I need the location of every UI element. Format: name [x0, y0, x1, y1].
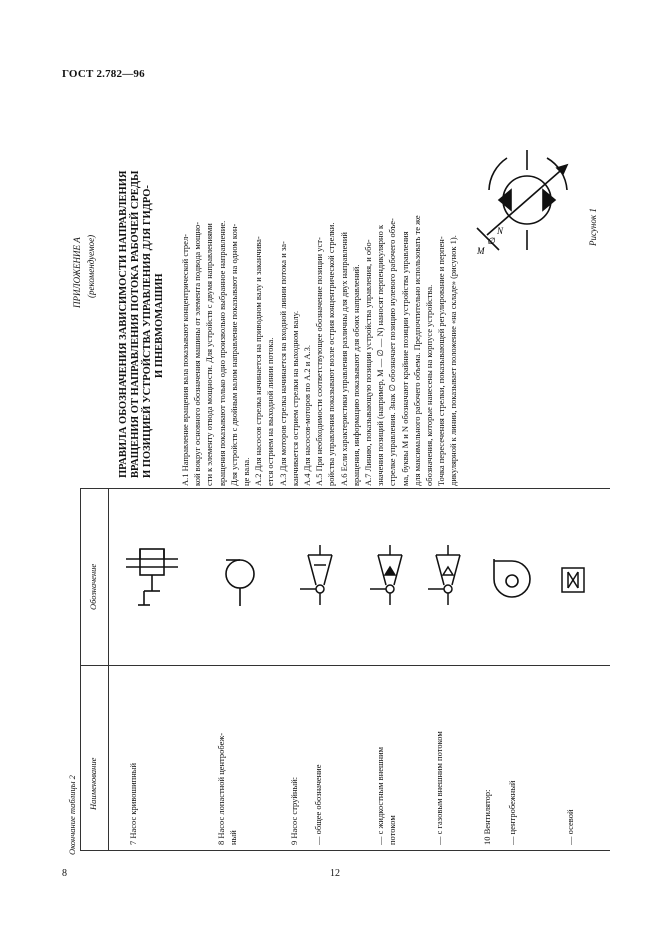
appendix-body-line: А.6 Если характеристики управления различны для двух направлений: [338, 232, 349, 486]
table-row-name-cont: ный: [228, 830, 238, 845]
table-row-name: — общее обозначение: [313, 764, 323, 845]
table-row-name-cont: потоком: [387, 815, 397, 845]
appendix-body-line: канчивается острием стрелки на выходном валу.: [289, 310, 300, 486]
figure-label-zero: ∅: [487, 236, 495, 246]
appendix-body-line: А.3 Для моторов стрелка начинается на входной линии потока и за-: [277, 241, 288, 486]
table-border-bottom: [80, 850, 610, 851]
document-code-header: ГОСТ 2.782—96: [62, 68, 145, 80]
appendix-body-line: це вала.: [241, 457, 251, 486]
jet-pump-gas-symbol: [428, 545, 468, 605]
figure-label-m: M: [477, 246, 485, 256]
table-row-name: 7 Насос кривошипный: [128, 762, 138, 845]
table-caption: Окончание таблицы 2: [67, 775, 77, 855]
column-header-name: Наименование: [88, 757, 98, 810]
table-row-name: 10 Вентилятор:: [482, 789, 492, 845]
centrifugal-fan-symbol: [488, 555, 536, 601]
appendix-body-line: сти к элементу отвода мощности. Для устройств с двумя направлениями: [204, 223, 215, 486]
appendix-body-line: ма, буквы M и N обозначают крайние позиции устройства управления: [399, 231, 410, 486]
figure-caption: Рисунок 1: [588, 208, 598, 246]
table-row-name: 8 Насос лопастной центробеж-: [216, 732, 226, 845]
table-row-name: — центробежный: [507, 780, 517, 845]
axial-fan-symbol: [560, 564, 590, 594]
appendix-body-line: А.2 Для насосов стрелка начинается на приводном валу и заканчива-: [253, 236, 264, 486]
appendix-title-line: ВРАЩЕНИЯ ОТ НАПРАВЛЕНИЯ ПОТОКА РАБОЧЕЙ СРЕДЫ: [130, 170, 141, 478]
appendix-body-line: вращения, информацию показывают для обоих направлений.: [350, 264, 361, 486]
figure-label-n: N: [497, 226, 504, 236]
jet-pump-liquid-symbol: [370, 545, 410, 605]
appendix-body-line: Для устройств с двойным валом направление показывают на одном кон-: [228, 223, 239, 486]
appendix-body-line: А.4 Для насосов-моторов по А.2 и А.3.: [302, 344, 312, 486]
appendix-title-line: И ПНЕВМОМАШИН: [154, 273, 165, 378]
centrifugal-pump-symbol: [212, 552, 262, 608]
rotation-direction-figure: [477, 150, 577, 260]
appendix-body-line: А.7 Линию, показывающую позиции устройства управления, и обо-: [363, 239, 373, 486]
column-header-symbol: Обозначение: [88, 563, 98, 610]
appendix-body-line: кой вокруг основного обозначения машины от элемента подвода мощно-: [192, 221, 203, 486]
appendix-body-line: ется острием на выходной линии потока.: [265, 337, 276, 486]
appendix-body-line: Точка пересечения стрелки, показывающей регулирование и перпен-: [436, 236, 447, 486]
appendix-body-line: ройства управления показывают возле острия концентрической стрелки.: [326, 222, 337, 486]
appendix-body-line: А.5 При необходимости соответствующее обозначение позиции уст-: [314, 237, 325, 486]
page-number-center: 12: [330, 868, 340, 879]
appendix-status: (рекомендуемое): [86, 234, 96, 298]
table-row-name: 9 Насос струйный:: [289, 776, 299, 845]
appendix-title-line: ПРАВИЛА ОБОЗНАЧЕНИЯ ЗАВИСИМОСТИ НАПРАВЛЕНИЯ: [118, 170, 129, 478]
crank-pump-symbol: [126, 545, 184, 613]
appendix-body-line: для максимального рабочего объема. Предпочтительно использовать те же: [411, 215, 422, 486]
table-border-top: [80, 488, 610, 489]
appendix-body-line: А.1 Направление вращения вала показывают концентрической стрел-: [180, 233, 190, 486]
jet-pump-symbol: [300, 545, 340, 605]
page-number-left: 8: [62, 868, 67, 879]
table-border-left: [80, 488, 81, 850]
appendix-body-line: стрелке управления. Знак ∅ обозначает позицию нулевого рабочего объе-: [387, 218, 398, 486]
table-header-divider: [108, 488, 109, 850]
appendix-label: ПРИЛОЖЕНИЕ А: [72, 237, 82, 308]
table-row-name: — с газовым внешним потоком: [434, 731, 444, 845]
appendix-body-line: дикулярной к линии, показывает положение «на складе» (рисунок 1).: [448, 235, 459, 486]
table-row-name: — с жидкостным внешним: [375, 746, 385, 845]
table-row-name: — осевой: [565, 809, 575, 845]
appendix-body-line: значения позиций (например, M — ∅ — N) наносят перпендикулярно к: [375, 224, 386, 486]
table-column-divider: [80, 665, 610, 666]
appendix-body-line: обозначения, которые нанесены на корпусе устройства.: [424, 284, 434, 486]
appendix-body-line: вращения показывают только одно произвольно выбранное направление.: [216, 220, 227, 486]
appendix-title-line: И ПОЗИЦИЕЙ УСТРОЙСТВА УПРАВЛЕНИЯ ДЛЯ ГИДРО-: [142, 185, 153, 478]
